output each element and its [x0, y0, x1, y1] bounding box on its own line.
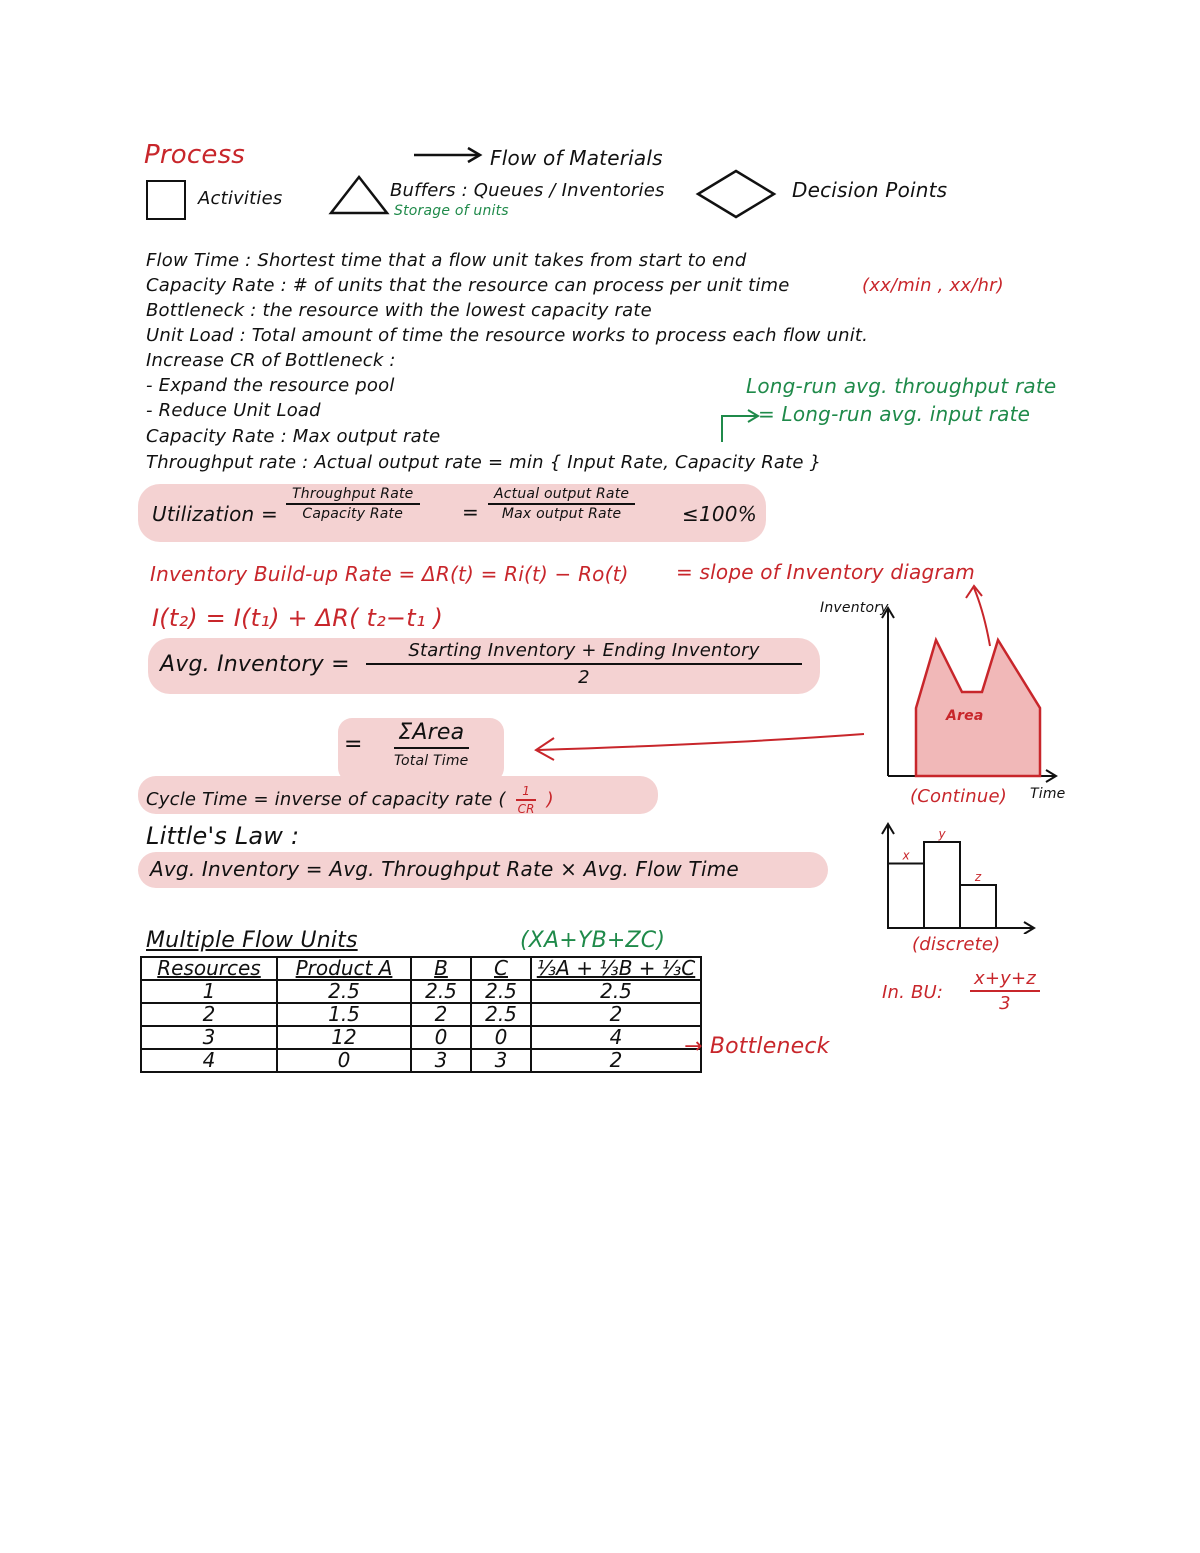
buildup-slope: = slope of Inventory diagram	[676, 560, 975, 584]
area-fraction	[394, 720, 469, 769]
cycle-time-frac-num: 1	[516, 784, 536, 801]
inv-bu-num: x+y+z	[970, 968, 1040, 992]
table-cell: 3	[411, 1049, 471, 1072]
table-cell: 3	[141, 1026, 277, 1049]
flow-label: Flow of Materials	[490, 146, 663, 170]
table-row	[141, 980, 701, 1003]
header-product-a: Product A	[277, 957, 411, 980]
utilization-fraction-2	[488, 486, 635, 522]
diamond-icon	[694, 168, 778, 220]
discrete-bar-z	[960, 885, 996, 928]
utilization-den-2: Max output Rate	[501, 506, 622, 522]
area-num: ΣArea	[394, 720, 469, 749]
def-reduce-load: - Reduce Unit Load	[146, 400, 321, 421]
discrete-chart	[876, 816, 1046, 934]
discrete-bar-label: y	[938, 827, 946, 841]
arrow-right-icon	[412, 145, 484, 165]
inventory-equation: I(t₂) = I(t₁) + ΔR( t₂−t₁ )	[152, 604, 444, 632]
def-unit-load: Unit Load : Total amount of time the resource works to process each flow unit.	[146, 325, 869, 346]
table-cell: 2.5	[531, 980, 701, 1003]
def-expand-pool: - Expand the resource pool	[146, 375, 395, 396]
flow-units-table	[140, 956, 702, 1073]
table-cell: 2.5	[277, 980, 411, 1003]
cycle-time-row	[146, 784, 554, 816]
inv-bu-label: In. BU:	[882, 982, 944, 1003]
table-cell: 0	[471, 1026, 531, 1049]
area-eq-sign: =	[344, 732, 363, 757]
table-cell: 2	[411, 1003, 471, 1026]
table-cell: 2	[531, 1003, 701, 1026]
table-cell: 3	[471, 1049, 531, 1072]
header-c: C	[471, 957, 531, 980]
table-cell: 2.5	[471, 980, 531, 1003]
discrete-bar-y	[924, 842, 960, 928]
activities-label: Activities	[198, 188, 283, 209]
avg-inventory-den: 2	[578, 667, 590, 688]
cycle-time-text: Cycle Time = inverse of capacity rate (	[146, 789, 506, 810]
utilization-fraction-1	[286, 486, 420, 522]
cycle-time-close: )	[546, 789, 554, 810]
discrete-bar-label: x	[902, 848, 910, 863]
chart-xlabel: Time	[1030, 786, 1066, 802]
multiple-weights: (XA+YB+ZC)	[520, 928, 666, 953]
utilization-num-1: Throughput Rate	[286, 486, 420, 505]
avg-inventory-label: Avg. Inventory =	[160, 652, 350, 677]
buffers-label: Buffers : Queues / Inventories	[390, 180, 665, 201]
avg-inventory-num: Starting Inventory + Ending Inventory	[366, 640, 802, 665]
buffers-note: Storage of units	[394, 203, 509, 219]
def-capacity-rate: Capacity Rate : # of units that the resource can process per unit time	[146, 275, 790, 296]
header-b: B	[411, 957, 471, 980]
inv-bu-fraction	[970, 968, 1040, 1014]
triangle-icon	[328, 174, 390, 216]
table-cell: 2.5	[471, 1003, 531, 1026]
longrun-line2: = Long-run avg. input rate	[758, 402, 1031, 426]
chart-ylabel: Inventory	[820, 600, 889, 616]
discrete-bar-x	[888, 864, 924, 929]
multiple-title: Multiple Flow Units	[146, 928, 358, 953]
table-cell: 2.5	[411, 980, 471, 1003]
table-cell: 0	[411, 1026, 471, 1049]
utilization-eq: =	[462, 500, 479, 524]
inv-bu-den: 3	[999, 993, 1011, 1014]
def-throughput: Throughput rate : Actual output rate = min { Input Rate, Capacity Rate }	[146, 452, 822, 473]
table-row	[141, 1049, 701, 1072]
cycle-time-frac-den: CR	[517, 802, 535, 816]
table-row	[141, 1026, 701, 1049]
table-cell: 12	[277, 1026, 411, 1049]
littles-law-title: Little's Law :	[146, 822, 300, 850]
area-den: Total Time	[394, 753, 469, 769]
table-cell: 2	[141, 1003, 277, 1026]
littles-law-formula: Avg. Inventory = Avg. Throughput Rate × Avg. Flow Time	[150, 857, 739, 881]
decision-label: Decision Points	[792, 178, 948, 202]
avg-inventory-fraction	[366, 640, 802, 688]
buildup-text: Inventory Build-up Rate = ΔR(t) = Ri(t) − Ro(t)	[150, 562, 629, 586]
utilization-den-1: Capacity Rate	[302, 506, 404, 522]
cycle-time-fraction	[512, 784, 541, 816]
continuous-caption: (Continue)	[910, 786, 1007, 807]
def-bottleneck: Bottleneck : the resource with the lowest capacity rate	[146, 300, 652, 321]
table-cell: 4	[141, 1049, 277, 1072]
def-capacity-max: Capacity Rate : Max output rate	[146, 426, 441, 447]
utilization-num-2: Actual output Rate	[488, 486, 635, 505]
header-resources: Resources	[141, 957, 277, 980]
square-icon	[146, 180, 186, 220]
utilization-label: Utilization =	[152, 502, 278, 526]
longrun-line1: Long-run avg. throughput rate	[746, 374, 1057, 398]
table-cell: 1	[141, 980, 277, 1003]
table-cell: 0	[277, 1049, 411, 1072]
discrete-caption: (discrete)	[912, 934, 1001, 955]
header-weighted: ⅓A + ⅓B + ⅓C	[531, 957, 701, 980]
table-cell: 1.5	[277, 1003, 411, 1026]
def-flow-time: Flow Time : Shortest time that a flow unit takes from start to end	[146, 250, 747, 271]
utilization-tail: ≤100%	[682, 502, 757, 526]
slope-arrow-icon	[962, 582, 996, 650]
capacity-units: (xx/min , xx/hr)	[862, 275, 1004, 296]
table-row	[141, 1003, 701, 1026]
bottleneck-note: → Bottleneck	[684, 1034, 830, 1059]
def-increase-cr: Increase CR of Bottleneck :	[146, 350, 396, 371]
area-arrow-icon	[528, 728, 868, 764]
area-label: Area	[946, 708, 984, 724]
page-title: Process	[144, 140, 246, 170]
table-header-row	[141, 957, 701, 980]
discrete-bar-label: z	[974, 870, 982, 884]
table-cell: 2	[531, 1049, 701, 1072]
table-cell: 4	[531, 1026, 701, 1049]
